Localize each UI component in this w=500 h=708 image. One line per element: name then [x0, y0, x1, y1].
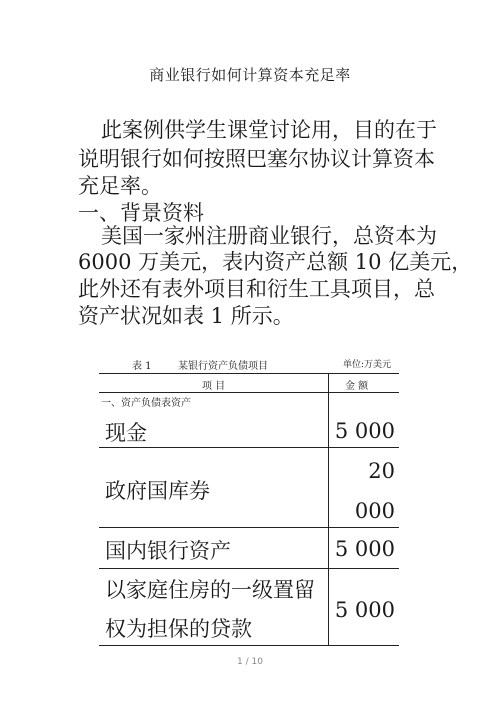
table-rule	[99, 373, 399, 374]
page-indicator: 1 / 10	[237, 657, 263, 667]
table-header-item: 项 目	[202, 381, 226, 392]
table-row-amount: 20	[368, 459, 395, 483]
section-heading: 一、背景资料	[78, 201, 204, 225]
table-section-label: 一、资产负债表资产	[101, 398, 191, 409]
table-rule	[99, 447, 399, 448]
paragraph-line: 此案例供学生课堂讨论用，目的在于	[101, 118, 437, 142]
paragraph-line: 资产状况如表 1 所示。	[78, 304, 294, 328]
table-row-item: 政府国库券	[105, 479, 210, 503]
paragraph-line: 充足率。	[78, 174, 162, 198]
table-row-amount: 5 000	[334, 419, 395, 443]
asset-table	[99, 373, 399, 646]
paragraph-line: 此外还有表外项目和衍生工具项目，总	[78, 277, 435, 301]
table-rule	[99, 527, 399, 528]
table-caption-title: 某银行资产负债项目	[178, 361, 268, 372]
table-row-item: 以家庭住房的一级置留	[105, 578, 315, 602]
paragraph-line: 美国一家州注册商业银行，总资本为	[101, 224, 437, 248]
table-row-item: 权为担保的贷款	[105, 617, 252, 641]
document-title: 商业银行如何计算资本充足率	[149, 66, 351, 84]
table-rule	[99, 645, 399, 646]
table-row-amount: 5 000	[334, 598, 395, 622]
paragraph-line: 说明银行如何按照巴塞尔协议计算资本	[78, 147, 435, 171]
table-row-amount: 5 000	[334, 537, 395, 561]
table-unit: 单位:万美元	[343, 360, 392, 370]
table-caption-label: 表 1	[132, 361, 152, 372]
table-header-amount: 金 额	[345, 381, 369, 392]
table-rule	[99, 568, 399, 569]
table-row-amount: 000	[354, 499, 395, 523]
paragraph-line: 6000 万美元，表内资产总额 10 亿美元，	[78, 250, 473, 274]
table-rule	[99, 392, 399, 393]
table-row-item: 现金	[105, 421, 147, 445]
table-row-item: 国内银行资产	[105, 539, 231, 563]
